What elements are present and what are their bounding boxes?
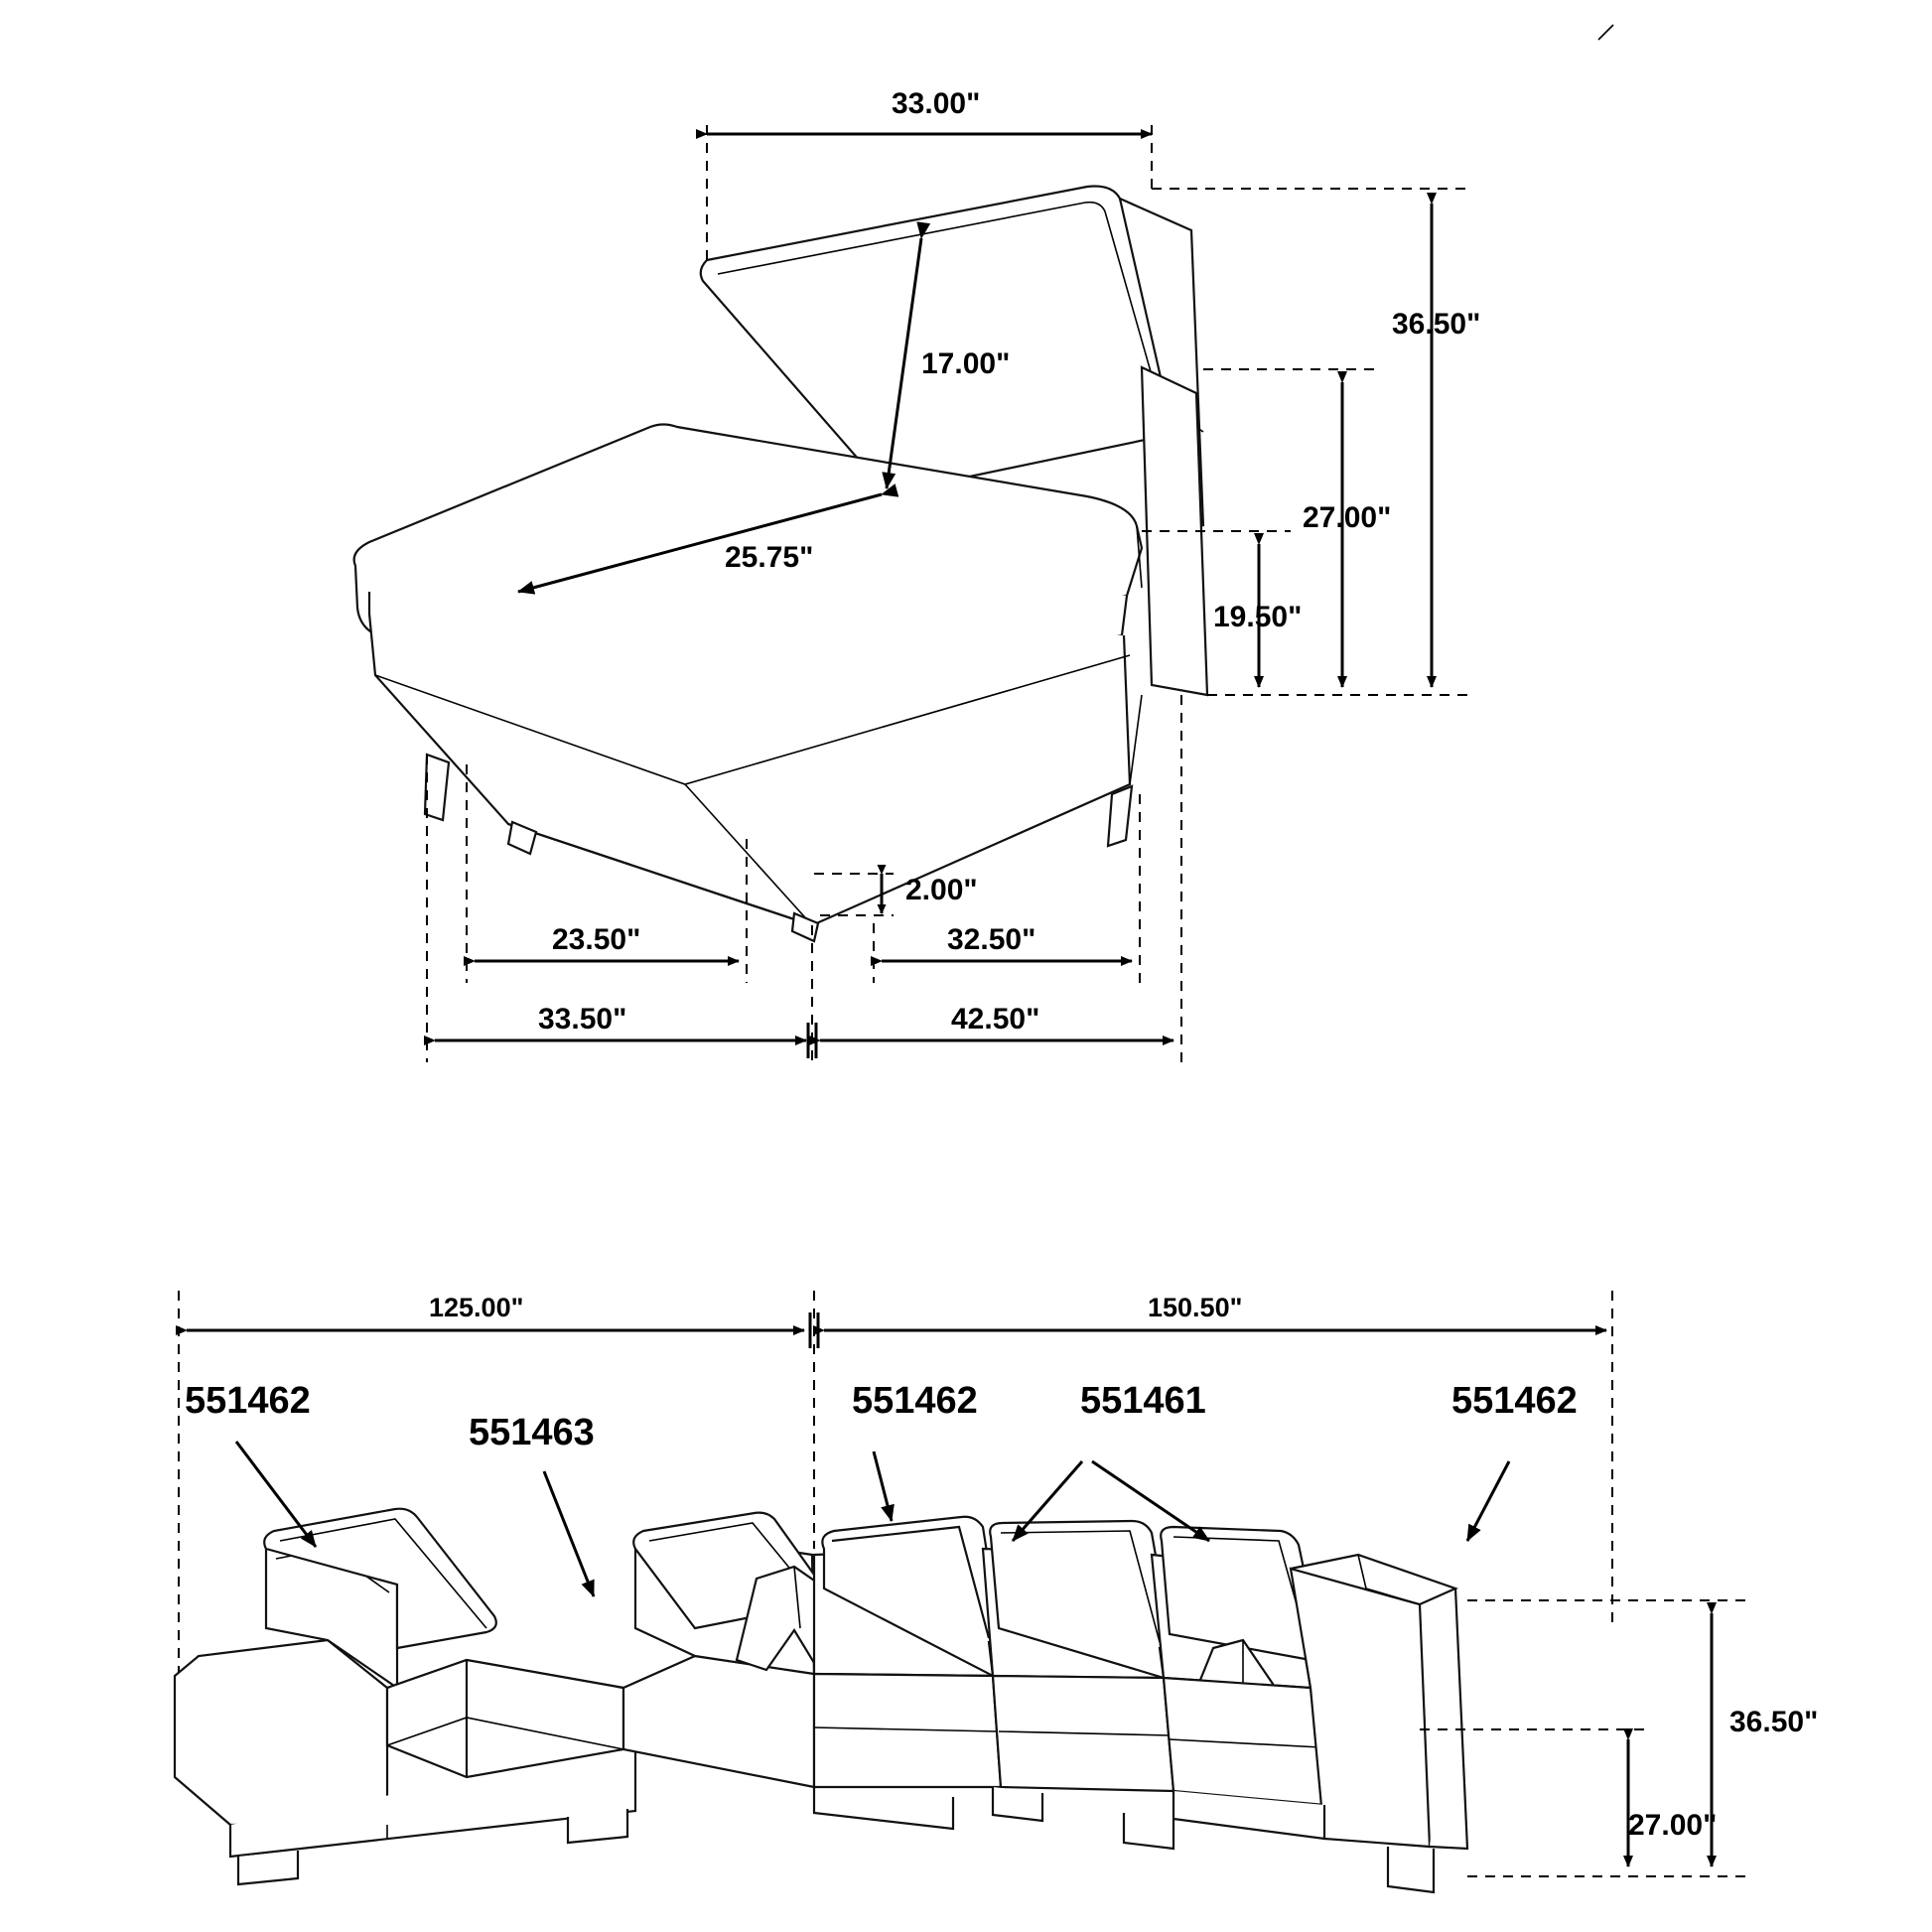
dim-overall-height-top: 36.50" (1392, 308, 1481, 341)
dim-arm-height-bottom: 27.00" (1628, 1809, 1718, 1842)
dim-width-top: 33.00" (892, 87, 981, 120)
dim-left-overall-depth: 33.50" (538, 1003, 627, 1035)
dim-right-overall-width: 42.50" (951, 1003, 1040, 1035)
part-callout-551462-right: 551462 (1451, 1380, 1578, 1422)
part-callout-551461: 551461 (1080, 1380, 1206, 1422)
dim-left-base-depth: 23.50" (552, 923, 641, 956)
dim-back-cushion-height: 17.00" (921, 347, 1011, 380)
dim-left-section-width: 125.00" (429, 1293, 524, 1322)
dim-arm-height-top: 27.00" (1303, 501, 1392, 534)
dim-right-section-width: 150.50" (1148, 1293, 1243, 1322)
dim-right-base-depth: 32.50" (947, 923, 1036, 956)
dim-overall-height-bottom: 36.50" (1729, 1706, 1819, 1738)
dim-leg-height: 2.00" (905, 874, 978, 906)
part-callout-551463: 551463 (469, 1412, 595, 1453)
dim-seat-height-top: 19.50" (1213, 601, 1303, 633)
part-callout-551462-mid: 551462 (852, 1380, 978, 1422)
part-callout-551462-left: 551462 (185, 1380, 311, 1422)
dim-seat-depth: 25.75" (725, 541, 814, 574)
